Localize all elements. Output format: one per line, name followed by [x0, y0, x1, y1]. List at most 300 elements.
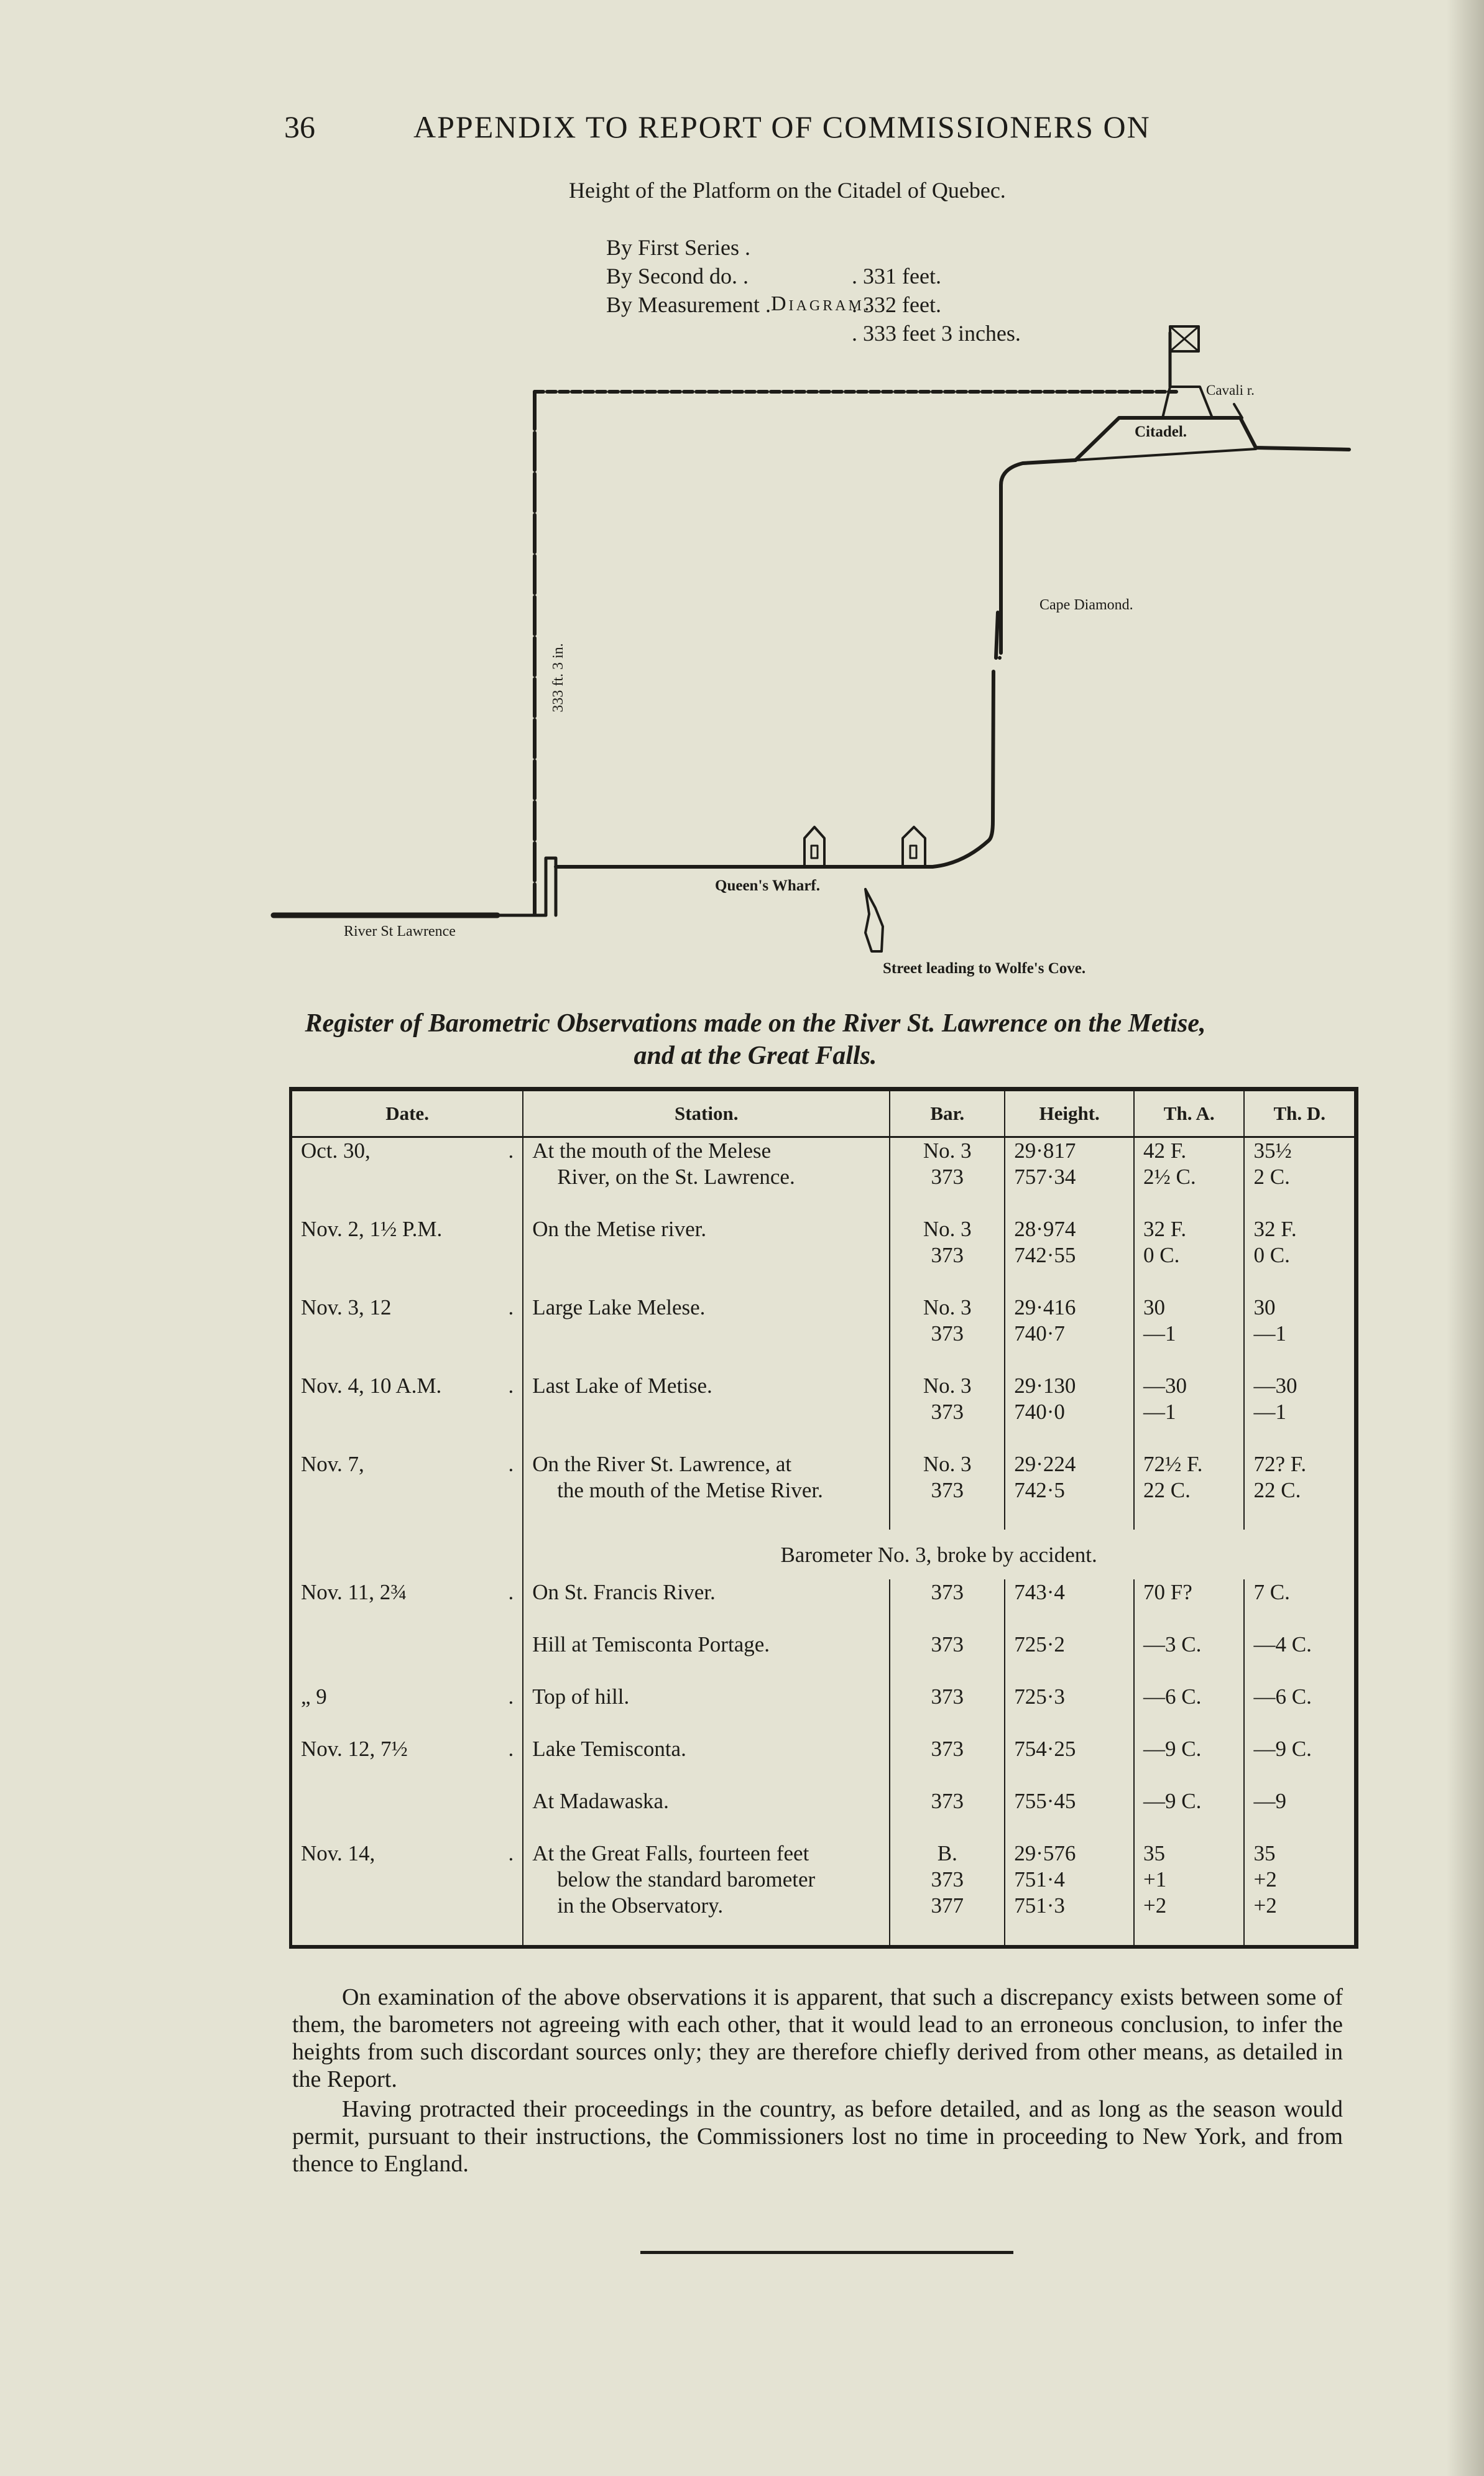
col-thd: Th. D.	[1244, 1089, 1356, 1137]
bar-cell	[890, 1216, 1005, 1268]
bar-cell	[890, 1373, 1005, 1425]
tha-cell-line: —9 C.	[1143, 1789, 1202, 1813]
bar-cell-line: 373	[931, 1737, 964, 1761]
tha-cell	[1134, 1137, 1244, 1191]
date-dot: .	[508, 1841, 514, 1865]
height-row-value: . 333 feet 3 inches.	[852, 321, 1021, 346]
bar-cell-line: 373	[931, 1867, 964, 1892]
house-icon	[903, 827, 925, 867]
date-dot: .	[508, 1684, 514, 1709]
station-cell-line: in the Observatory.	[557, 1893, 724, 1918]
spacer-cell	[1134, 1347, 1244, 1373]
table-row	[291, 1788, 1357, 1814]
cavalier	[1163, 387, 1212, 418]
date-dot: .	[508, 1374, 514, 1398]
street-label: Street leading to Wolfe's Cove.	[883, 960, 1086, 977]
height-cell	[1005, 1295, 1134, 1347]
spacer-cell	[1134, 1814, 1244, 1841]
station-cell	[523, 1295, 890, 1347]
station-cell-line: River, on the St. Lawrence.	[557, 1165, 795, 1189]
cliff-line	[996, 612, 998, 658]
row-spacer	[291, 1658, 1357, 1684]
height-cell-line: 755·45	[1014, 1789, 1076, 1813]
height-cell-line: 757·34	[1014, 1165, 1076, 1189]
station-cell-line: On the Metise river.	[532, 1217, 707, 1241]
row-spacer	[291, 1504, 1357, 1530]
date-text: Oct. 30,	[301, 1139, 371, 1163]
spacer-cell	[1134, 1919, 1244, 1947]
house-icon	[804, 827, 824, 867]
tha-cell-line: +1	[1143, 1867, 1167, 1892]
date-cell	[291, 1632, 523, 1658]
tha-cell	[1134, 1632, 1244, 1658]
bar-cell	[890, 1579, 1005, 1605]
station-cell-line: On the River St. Lawrence, at	[532, 1452, 792, 1476]
spacer-cell	[1244, 1710, 1356, 1736]
tha-cell-line: —1	[1143, 1400, 1176, 1424]
bar-cell	[890, 1632, 1005, 1658]
bar-cell-line: No. 3	[923, 1452, 972, 1476]
page-edge-shadow	[1447, 0, 1484, 2476]
row-spacer	[291, 1347, 1357, 1373]
page-header	[0, 109, 1484, 159]
spacer-cell	[1244, 1658, 1356, 1684]
spacer-cell	[291, 1710, 523, 1736]
date-dot: .	[508, 1452, 514, 1476]
spacer-cell	[890, 1190, 1005, 1216]
spacer-cell	[1244, 1919, 1356, 1947]
thd-cell-line: 35½	[1253, 1139, 1292, 1163]
spacer-cell	[890, 1268, 1005, 1295]
height-cell-line: 29·224	[1014, 1452, 1076, 1476]
closing-rule	[640, 2251, 1013, 2254]
height-summary-heading: Height of the Platform on the Citadel of Quebec.	[569, 178, 1006, 203]
thd-cell-line: —1	[1253, 1321, 1286, 1346]
date-cell	[291, 1137, 523, 1191]
thd-cell	[1244, 1451, 1356, 1504]
station-cell-line: At the Great Falls, fourteen feet	[532, 1841, 809, 1865]
tha-cell	[1134, 1841, 1244, 1919]
spacer-cell	[291, 1268, 523, 1295]
table-row	[291, 1736, 1357, 1762]
height-cell-line: 29·416	[1014, 1295, 1076, 1319]
tha-cell-line: —3 C.	[1143, 1632, 1202, 1656]
station-cell	[523, 1841, 890, 1919]
date-cell	[291, 1451, 523, 1504]
height-cell	[1005, 1841, 1134, 1919]
station-cell-line: Large Lake Melese.	[532, 1295, 706, 1319]
row-spacer	[291, 1710, 1357, 1736]
citadel-diagram	[267, 317, 1374, 1001]
table-row	[291, 1684, 1357, 1710]
table-header-row	[291, 1089, 1357, 1137]
spacer-cell	[291, 1762, 523, 1788]
height-row-label: By Second do. .	[606, 264, 749, 289]
date-cell	[291, 1841, 523, 1919]
spacer-cell	[1005, 1347, 1134, 1373]
bar-cell-line: No. 3	[923, 1374, 972, 1398]
station-cell	[523, 1451, 890, 1504]
thd-cell-line: +2	[1253, 1893, 1277, 1918]
tha-cell-line: 70 F?	[1143, 1580, 1192, 1604]
thd-cell-line: —4 C.	[1253, 1632, 1312, 1656]
cavalier-label: Cavali r.	[1206, 382, 1255, 398]
row-spacer	[291, 1762, 1357, 1788]
bar-cell	[890, 1684, 1005, 1710]
wharf-label: Queen's Wharf.	[715, 877, 820, 894]
thd-cell	[1244, 1373, 1356, 1425]
thd-cell-line: 7 C.	[1253, 1580, 1290, 1604]
spacer-cell	[291, 1658, 523, 1684]
spacer-cell	[1134, 1710, 1244, 1736]
spacer-cell	[523, 1814, 890, 1841]
spacer-cell	[1005, 1268, 1134, 1295]
station-cell-line: Last Lake of Metise.	[532, 1374, 712, 1398]
bar-cell	[890, 1295, 1005, 1347]
spacer-cell	[1134, 1762, 1244, 1788]
spacer-cell	[1005, 1919, 1134, 1947]
spacer-cell	[1134, 1605, 1244, 1632]
spacer-cell	[1244, 1605, 1356, 1632]
spacer-cell	[1005, 1504, 1134, 1530]
row-spacer	[291, 1919, 1357, 1947]
tha-cell-line: 32 F.	[1143, 1217, 1187, 1241]
height-cell	[1005, 1632, 1134, 1658]
thd-cell	[1244, 1295, 1356, 1347]
table-row	[291, 1841, 1357, 1919]
station-cell	[523, 1373, 890, 1425]
height-row-value: . 331 feet.	[852, 264, 941, 289]
height-cell-line: 742·5	[1014, 1478, 1065, 1502]
tha-cell	[1134, 1579, 1244, 1605]
date-text: Nov. 12, 7½	[301, 1737, 408, 1761]
bar-cell-line: No. 3	[923, 1139, 972, 1163]
spacer-cell	[291, 1504, 523, 1530]
col-height: Height.	[1005, 1089, 1134, 1137]
spacer-cell	[523, 1605, 890, 1632]
citadel-base	[1076, 449, 1256, 460]
height-cell	[1005, 1137, 1134, 1191]
thd-cell-line: 30	[1253, 1295, 1276, 1319]
spacer-cell	[890, 1425, 1005, 1451]
height-cell	[1005, 1684, 1134, 1710]
spacer-cell	[1005, 1658, 1134, 1684]
bar-cell-line: No. 3	[923, 1217, 972, 1241]
date-cell	[291, 1579, 523, 1605]
table-row	[291, 1632, 1357, 1658]
station-cell-line: Top of hill.	[532, 1684, 630, 1709]
spacer-cell	[890, 1814, 1005, 1841]
thd-cell-line: 72? F.	[1253, 1452, 1307, 1476]
spacer-cell	[1005, 1425, 1134, 1451]
height-cell-line: 742·55	[1014, 1243, 1076, 1267]
date-text: Nov. 14,	[301, 1841, 376, 1865]
spacer-cell	[1134, 1504, 1244, 1530]
spacer-cell	[523, 1268, 890, 1295]
diagram-title: Diagram.	[771, 292, 872, 315]
row-spacer	[291, 1425, 1357, 1451]
spacer-cell	[890, 1605, 1005, 1632]
col-date: Date.	[291, 1089, 523, 1137]
spacer-cell	[523, 1190, 890, 1216]
col-bar: Bar.	[890, 1089, 1005, 1137]
spacer-cell	[1005, 1814, 1134, 1841]
height-cell-line: 725·2	[1014, 1632, 1065, 1656]
station-cell	[523, 1788, 890, 1814]
row-spacer	[291, 1268, 1357, 1295]
table-row	[291, 1579, 1357, 1605]
thd-cell	[1244, 1841, 1356, 1919]
cliff-line-upper	[1000, 460, 1076, 658]
bar-cell-line: 377	[931, 1893, 964, 1918]
bar-cell	[890, 1137, 1005, 1191]
caption-line: Register of Barometric Observations made on the River St. Lawrence on the Metise,	[305, 1009, 1206, 1038]
spacer-cell	[523, 1919, 890, 1947]
station-cell	[523, 1736, 890, 1762]
date-text: Nov. 3, 12	[301, 1295, 392, 1319]
station-cell-line: At Madawaska.	[532, 1789, 669, 1813]
height-row-label: By First Series .	[606, 235, 751, 260]
table-row	[291, 1295, 1357, 1347]
thd-cell-line: 0 C.	[1253, 1243, 1290, 1267]
height-cell	[1005, 1216, 1134, 1268]
date-text: „ 9	[301, 1684, 327, 1709]
spacer-cell	[1244, 1762, 1356, 1788]
bar-cell	[890, 1788, 1005, 1814]
tha-cell	[1134, 1216, 1244, 1268]
spacer-cell	[523, 1658, 890, 1684]
tha-cell-line: —9 C.	[1143, 1737, 1202, 1761]
height-cell	[1005, 1451, 1134, 1504]
tha-cell	[1134, 1684, 1244, 1710]
tha-cell-line: —1	[1143, 1321, 1176, 1346]
spacer-cell	[1134, 1425, 1244, 1451]
tha-cell-line: 0 C.	[1143, 1243, 1180, 1267]
spacer-cell	[1244, 1504, 1356, 1530]
spacer-cell	[1005, 1190, 1134, 1216]
height-cell-line: 751·3	[1014, 1893, 1065, 1918]
table-row	[291, 1216, 1357, 1268]
date-text: Nov. 11, 2¾	[301, 1580, 407, 1604]
bar-cell-line: 373	[931, 1400, 964, 1424]
station-cell	[523, 1684, 890, 1710]
thd-cell-line: —6 C.	[1253, 1684, 1312, 1709]
register-table	[289, 1087, 1358, 1949]
running-title: APPENDIX TO REPORT OF COMMISSIONERS ON	[413, 109, 1151, 144]
tha-cell-line: 72½ F.	[1143, 1452, 1203, 1476]
spacer-cell	[1005, 1605, 1134, 1632]
tha-cell	[1134, 1736, 1244, 1762]
tha-cell-line: —6 C.	[1143, 1684, 1202, 1709]
spacer-cell	[523, 1504, 890, 1530]
height-cell-line: 740·0	[1014, 1400, 1065, 1424]
station-cell	[523, 1137, 890, 1191]
thd-cell-line: 2 C.	[1253, 1165, 1290, 1189]
height-label: 333 ft. 3 in.	[550, 643, 566, 713]
spacer-cell	[1134, 1268, 1244, 1295]
height-cell-line: 29·130	[1014, 1374, 1076, 1398]
paragraph: On examination of the above observations it is apparent, that such a discrepancy exists between some of them, the barometers not agreeing with each other, that it would lead to an erroneous conclusion, to infer the heights from such discordant sources only; they are therefore chiefly derived from other means, as detailed in the Report.	[292, 1984, 1343, 2092]
spacer-cell	[890, 1658, 1005, 1684]
table-row	[291, 1373, 1357, 1425]
row-spacer	[291, 1190, 1357, 1216]
spacer-cell	[1134, 1658, 1244, 1684]
height-cell	[1005, 1579, 1134, 1605]
date-cell	[291, 1295, 523, 1347]
spacer-cell	[890, 1710, 1005, 1736]
spacer-cell	[1244, 1425, 1356, 1451]
date-cell	[291, 1373, 523, 1425]
tha-cell-line: 30	[1143, 1295, 1165, 1319]
height-cell-line: 740·7	[1014, 1321, 1065, 1346]
spacer-cell	[890, 1504, 1005, 1530]
date-cell	[291, 1684, 523, 1710]
col-tha: Th. A.	[1134, 1089, 1244, 1137]
note-row	[291, 1530, 1357, 1579]
thd-cell	[1244, 1137, 1356, 1191]
height-cell-line: 725·3	[1014, 1684, 1065, 1709]
thd-cell-line: —9 C.	[1253, 1737, 1312, 1761]
caption-line: and at the Great Falls.	[634, 1042, 877, 1070]
cape-diamond-label: Cape Diamond.	[1039, 597, 1133, 613]
spacer-cell	[291, 1814, 523, 1841]
height-cell-line: 754·25	[1014, 1737, 1076, 1761]
spacer-cell	[291, 1190, 523, 1216]
tha-cell	[1134, 1451, 1244, 1504]
spacer-cell	[523, 1762, 890, 1788]
height-row-label: By Measurement .	[606, 292, 771, 317]
row-spacer	[291, 1605, 1357, 1632]
date-text: Nov. 4, 10 A.M.	[301, 1374, 442, 1398]
station-cell	[523, 1579, 890, 1605]
date-dot: .	[508, 1737, 514, 1761]
height-cell-line: 29·576	[1014, 1841, 1076, 1865]
spacer-cell	[1134, 1190, 1244, 1216]
date-cell	[291, 1788, 523, 1814]
bar-cell-line: 373	[931, 1321, 964, 1346]
bar-cell-line: 373	[931, 1580, 964, 1604]
date-text: Nov. 7,	[301, 1452, 364, 1476]
wharf-level	[556, 672, 993, 867]
spacer-cell	[1005, 1762, 1134, 1788]
row-spacer	[291, 1814, 1357, 1841]
spacer-cell	[291, 1605, 523, 1632]
spacer-cell	[523, 1710, 890, 1736]
thd-cell-line: 22 C.	[1253, 1478, 1301, 1502]
spacer-cell	[890, 1919, 1005, 1947]
thd-cell	[1244, 1632, 1356, 1658]
thd-cell	[1244, 1788, 1356, 1814]
tha-cell-line: 42 F.	[1143, 1139, 1187, 1163]
thd-cell-line: 32 F.	[1253, 1217, 1297, 1241]
thd-cell-line: 35	[1253, 1841, 1276, 1865]
thd-cell	[1244, 1736, 1356, 1762]
spacer-cell	[523, 1425, 890, 1451]
spacer-cell	[291, 1919, 523, 1947]
station-cell-line: below the standard barometer	[557, 1867, 816, 1892]
thd-cell-line: —30	[1253, 1374, 1297, 1398]
thd-cell-line: —9	[1253, 1789, 1286, 1813]
station-cell-line: Hill at Temisconta Portage.	[532, 1632, 770, 1656]
register-caption	[187, 1007, 1324, 1072]
tha-cell-line: —30	[1143, 1374, 1187, 1398]
bar-cell	[890, 1841, 1005, 1919]
col-station: Station.	[523, 1089, 890, 1137]
bar-cell-line: 373	[931, 1478, 964, 1502]
date-cell	[291, 1736, 523, 1762]
height-cell-line: 28·974	[1014, 1217, 1076, 1241]
date-dot: .	[508, 1139, 514, 1163]
date-dot: .	[508, 1580, 514, 1604]
river-label: River St Lawrence	[344, 923, 456, 940]
height-cell	[1005, 1736, 1134, 1762]
tha-cell-line: 35	[1143, 1841, 1165, 1865]
thd-cell	[1244, 1684, 1356, 1710]
height-cell-line: 29·817	[1014, 1139, 1076, 1163]
station-cell-line: the mouth of the Metise River.	[557, 1478, 823, 1502]
spacer-cell	[291, 1347, 523, 1373]
height-cell-line: 751·4	[1014, 1867, 1065, 1892]
tha-cell-line: +2	[1143, 1893, 1167, 1918]
barometer-note: Barometer No. 3, broke by accident.	[780, 1543, 1097, 1567]
thd-cell	[1244, 1216, 1356, 1268]
height-cell-line: 743·4	[1014, 1580, 1065, 1604]
spacer-cell	[291, 1425, 523, 1451]
paragraph: Having protracted their proceedings in the country, as before detailed, and as long as the season would permit, pursuant to their instructions, the Commissioners lost no time in proceeding to New York, and from thence to England.	[292, 2096, 1343, 2177]
tha-cell	[1134, 1295, 1244, 1347]
spacer-cell	[890, 1762, 1005, 1788]
date-dot: .	[508, 1295, 514, 1319]
spacer-cell	[1244, 1190, 1356, 1216]
bar-cell-line: 373	[931, 1632, 964, 1656]
bar-cell-line: 373	[931, 1165, 964, 1189]
station-cell	[523, 1632, 890, 1658]
citadel-top	[1076, 418, 1349, 460]
table-row	[291, 1451, 1357, 1504]
page-number: 36	[284, 109, 315, 144]
tha-cell-line: 2½ C.	[1143, 1165, 1196, 1189]
bar-cell-line: 373	[931, 1243, 964, 1267]
height-cell	[1005, 1373, 1134, 1425]
pointing-hand-icon	[865, 889, 883, 951]
bar-cell-line: B.	[937, 1841, 957, 1865]
bar-cell-line: 373	[931, 1789, 964, 1813]
tha-cell	[1134, 1788, 1244, 1814]
tha-cell-line: 22 C.	[1143, 1478, 1191, 1502]
date-cell	[291, 1216, 523, 1268]
citadel-label: Citadel.	[1135, 423, 1187, 440]
table-row	[291, 1137, 1357, 1191]
height-row-value: . 332 feet.	[852, 292, 941, 317]
thd-cell	[1244, 1579, 1356, 1605]
date-text: Nov. 2, 1½ P.M.	[301, 1217, 443, 1241]
spacer-cell	[1244, 1347, 1356, 1373]
station-cell-line: Lake Temisconta.	[532, 1737, 686, 1761]
spacer-cell	[890, 1347, 1005, 1373]
spacer-cell	[1244, 1268, 1356, 1295]
station-cell-line: At the mouth of the Melese	[532, 1139, 772, 1163]
tha-cell	[1134, 1373, 1244, 1425]
bar-cell	[890, 1451, 1005, 1504]
height-cell	[1005, 1788, 1134, 1814]
thd-cell-line: —1	[1253, 1400, 1286, 1424]
spacer-cell	[1244, 1814, 1356, 1841]
bar-cell	[890, 1736, 1005, 1762]
spacer-cell	[523, 1347, 890, 1373]
bar-cell-line: No. 3	[923, 1295, 972, 1319]
thd-cell-line: +2	[1253, 1867, 1277, 1892]
station-cell-line: On St. Francis River.	[532, 1580, 716, 1604]
